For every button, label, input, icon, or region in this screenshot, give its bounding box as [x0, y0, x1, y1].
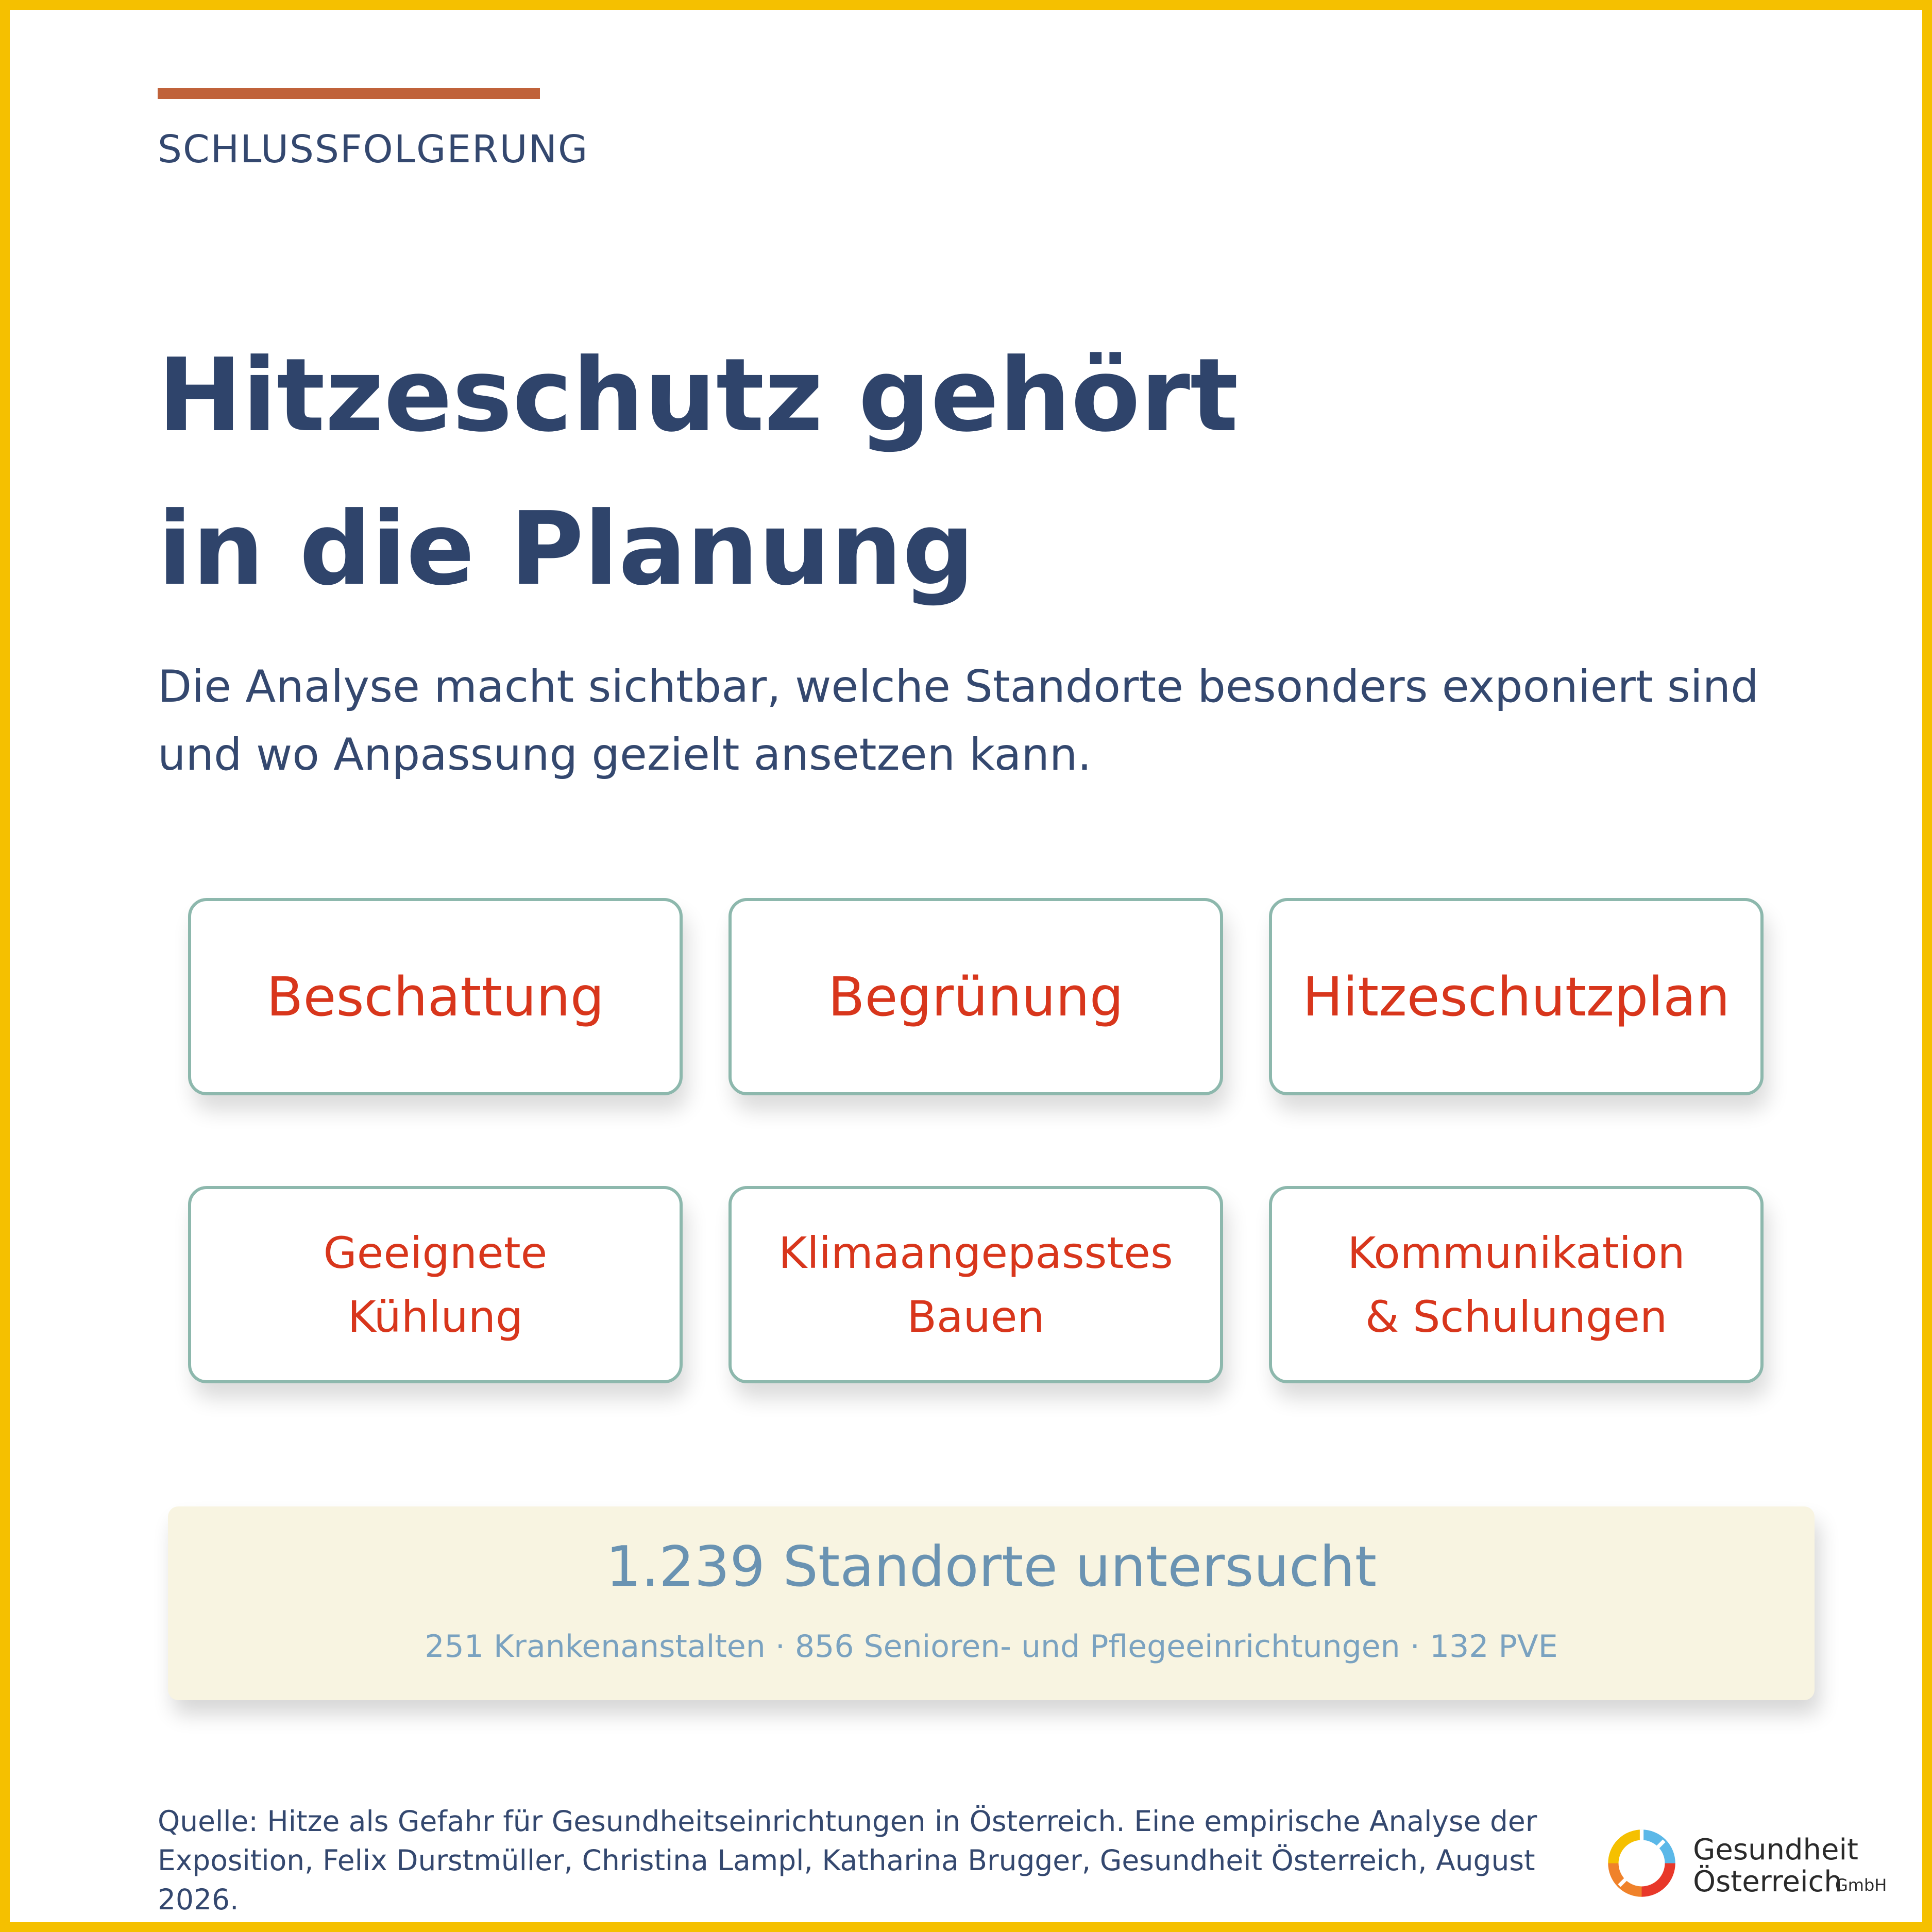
stats-title: 1.239 Standorte untersucht [605, 1535, 1377, 1599]
accent-line [158, 88, 540, 99]
intro-text: Die Analyse macht sichtbar, welche Standorte besonders exponiert sind und wo Anpassung gezielt ansetzen kann. [158, 661, 1759, 781]
measure-card-hitzeschutzplan [1269, 898, 1764, 1095]
stats-detail: 251 Krankenanstalten · 856 Senioren- und Pflegeeinrichtungen · 132 PVE [425, 1629, 1558, 1665]
measure-card-beschattung [188, 898, 683, 1095]
logo-text-line2: Österreich [1693, 1865, 1842, 1899]
measure-label: Geeignete Kühlung [323, 1227, 548, 1342]
source-citation: Quelle: Hitze als Gefahr für Gesundheitseinrichtungen in Österreich. Eine empirische Analyse der Exposition, Felix Durstmüller, Christina Lampl, Katharina Brugger, Gesundheit Österreich, August 2026. [158, 1805, 1537, 1916]
stats-box [168, 1506, 1815, 1700]
section-label: SCHLUSSFOLGERUNG [158, 127, 589, 172]
measure-label: Begrünung [828, 965, 1124, 1028]
measure-card-kuehlung [188, 1186, 683, 1383]
logo-text-line1: Gesundheit [1693, 1833, 1859, 1867]
measure-card-kommunikation [1269, 1186, 1764, 1383]
logo-text-suffix: GmbH [1835, 1875, 1887, 1895]
measure-label: Beschattung [266, 965, 604, 1028]
measure-card-begruenung [728, 898, 1223, 1095]
measure-card-klimaangepasstes-bauen [728, 1186, 1223, 1383]
measure-label: Hitzeschutzplan [1302, 965, 1730, 1028]
logo-ring-icon [1604, 1826, 1679, 1901]
page-title: Hitzeschutz gehört in die Planung [158, 337, 1239, 608]
company-logo [1604, 1826, 1893, 1903]
measure-label: Kommunikation & Schulungen [1347, 1227, 1685, 1342]
measure-label: Klimaangepasstes Bauen [778, 1227, 1173, 1342]
